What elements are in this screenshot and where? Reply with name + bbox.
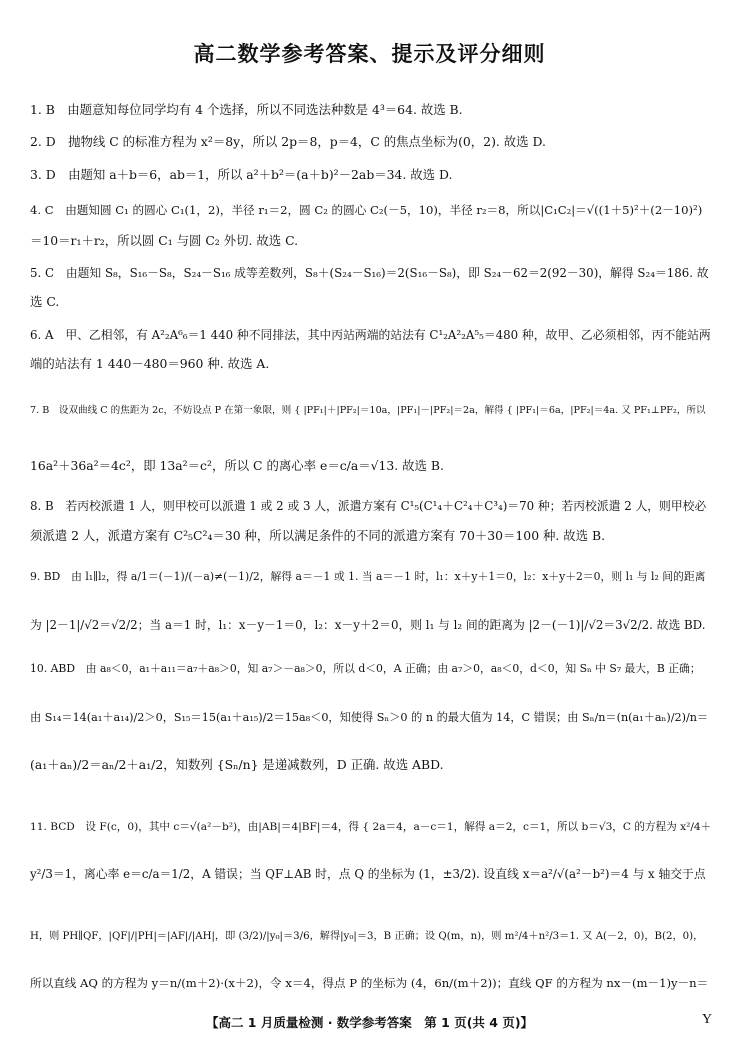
answer-line: 11. BCD 设 F(c，0)，其中 c＝√(a²－b²)，由|AB|＝4|BF|＝4，得 { 2a＝4，a－c＝1，解得 a＝2，c＝1，所以 b＝√3，C 的方程为 x²/4＋: [30, 821, 712, 833]
answer-line: 选 C.: [30, 294, 60, 309]
answer-line: (a₁＋aₙ)/2＝aₙ/2＋a₁/2，知数列 {Sₙ/n} 是递减数列，D 正确. 故选 ABD.: [30, 757, 444, 772]
answer-line: 所以直线 AQ 的方程为 y＝n/(m＋2)·(x＋2)，令 x＝4，得点 P 的坐标为 (4，6n/(m＋2))；直线 QF 的方程为 nx－(m－1)y－n＝: [30, 976, 709, 990]
answer-line: 端的站法有 1 440－480＝960 种. 故选 A.: [30, 356, 270, 371]
answer-line: 3. D 由题知 a＋b＝6，ab＝1，所以 a²＋b²＝(a＋b)²－2ab＝34. 故选 D.: [30, 167, 453, 182]
answer-line: 6. A 甲、乙相邻，有 A²₂A⁶₆＝1 440 种不同排法，其中丙站两端的站法有 C¹₂A²₂A⁵₅＝480 种，故甲、乙必须相邻，丙不能站两: [30, 328, 711, 342]
answer-line: 5. C 由题知 S₈，S₁₆－S₈，S₂₄－S₁₆ 成等差数列，S₈＋(S₂₄－S₁₆)＝2(S₁₆－S₈)，即 S₂₄－62＝2(92－30)，解得 S₂₄＝186. 故: [30, 266, 709, 280]
page-footer: 【高二 1 月质量检测 · 数学参考答案 第 1 页(共 4 页)】: [205, 1015, 534, 1030]
answer-line: 16a²＋36a²＝4c²，即 13a²＝c²，所以 C 的离心率 e＝c/a＝√13. 故选 B.: [30, 458, 444, 473]
answer-line: 为 |2－1|/√2＝√2/2；当 a＝1 时，l₁：x－y－1＝0，l₂：x－y＋2＝0，则 l₁ 与 l₂ 间的距离为 |2－(－1)|/√2＝3√2/2. 故选 BD.: [30, 618, 706, 632]
answer-line: 9. BD 由 l₁∥l₂，得 a/1＝(－1)/(－a)≠(－1)/2，解得 a＝－1 或 1. 当 a＝－1 时，l₁：x＋y＋1＝0，l₂：x＋y＋2＝0，则 l₁ 与 l₂ 间的距离: [30, 570, 706, 583]
answer-line: 4. C 由题知圆 C₁ 的圆心 C₁(1，2)，半径 r₁＝2，圆 C₂ 的圆心 C₂(－5，10)，半径 r₂＝8，所以|C₁C₂|＝√((1＋5)²＋(2－10)²): [30, 203, 703, 217]
answer-line: 10. ABD 由 a₈＜0，a₁＋a₁₁＝a₇＋a₈＞0，知 a₇＞－a₈＞0，所以 d＜0，A 正确；由 a₇＞0，a₈＜0，d＜0，知 Sₙ 中 S₇ 最大，B 正确；: [30, 662, 701, 675]
answer-line: 1. B 由题意知每位同学均有 4 个选择，所以不同选法种数是 4³＝64. 故选 B.: [30, 102, 463, 117]
answer-line: 须派遣 2 人，派遣方案有 C²₅C²₄＝30 种，所以满足条件的不同的派遣方案有 70＋30＝100 种. 故选 B.: [30, 528, 606, 543]
answer-line: ＝10＝r₁＋r₂，所以圆 C₁ 与圆 C₂ 外切. 故选 C.: [30, 233, 299, 248]
corner-mark: Y: [702, 1012, 713, 1027]
answer-line: H，则 PH∥QF，|QF|/|PH|＝|AF|/|AH|，即 (3/2)/|y₀|＝3/6，解得|y₀|＝3，B 正确；设 Q(m，n)，则 m²/4＋n²/3＝1. 又 A(－2，0)，B(2，0)，: [30, 931, 704, 942]
answer-line: 7. B 设双曲线 C 的焦距为 2c，不妨设点 P 在第一象限，则 { |PF₁|＋|PF₂|＝10a，|PF₁|－|PF₂|＝2a，解得 { |PF₁|＝6a，|PF₂|＝4a. 又 PF₁⊥PF₂，所以: [30, 405, 706, 416]
answer-line: y²/3＝1，离心率 e＝c/a＝1/2，A 错误；当 QF⊥AB 时，点 Q 的坐标为 (1，±3/2). 设直线 x＝a²/√(a²－b²)＝4 与 x 轴交于点: [30, 867, 706, 881]
page-title: 高二数学参考答案、提示及评分细则: [193, 42, 546, 66]
answer-line: 2. D 抛物线 C 的标准方程为 x²＝8y，所以 2p＝8，p＝4，C 的焦点坐标为(0，2). 故选 D.: [30, 134, 546, 149]
answer-line: 由 S₁₄＝14(a₁＋a₁₄)/2＞0，S₁₅＝15(a₁＋a₁₅)/2＝15a₈＜0，知使得 Sₙ＞0 的 n 的最大值为 14，C 错误；由 Sₙ/n＝(n(a₁＋aₙ)/2)/n＝: [30, 711, 709, 724]
answer-line: 8. B 若丙校派遣 1 人，则甲校可以派遣 1 或 2 或 3 人，派遣方案有 C¹₅(C¹₄＋C²₄＋C³₄)＝70 种；若丙校派遣 2 人，则甲校必: [30, 499, 707, 513]
